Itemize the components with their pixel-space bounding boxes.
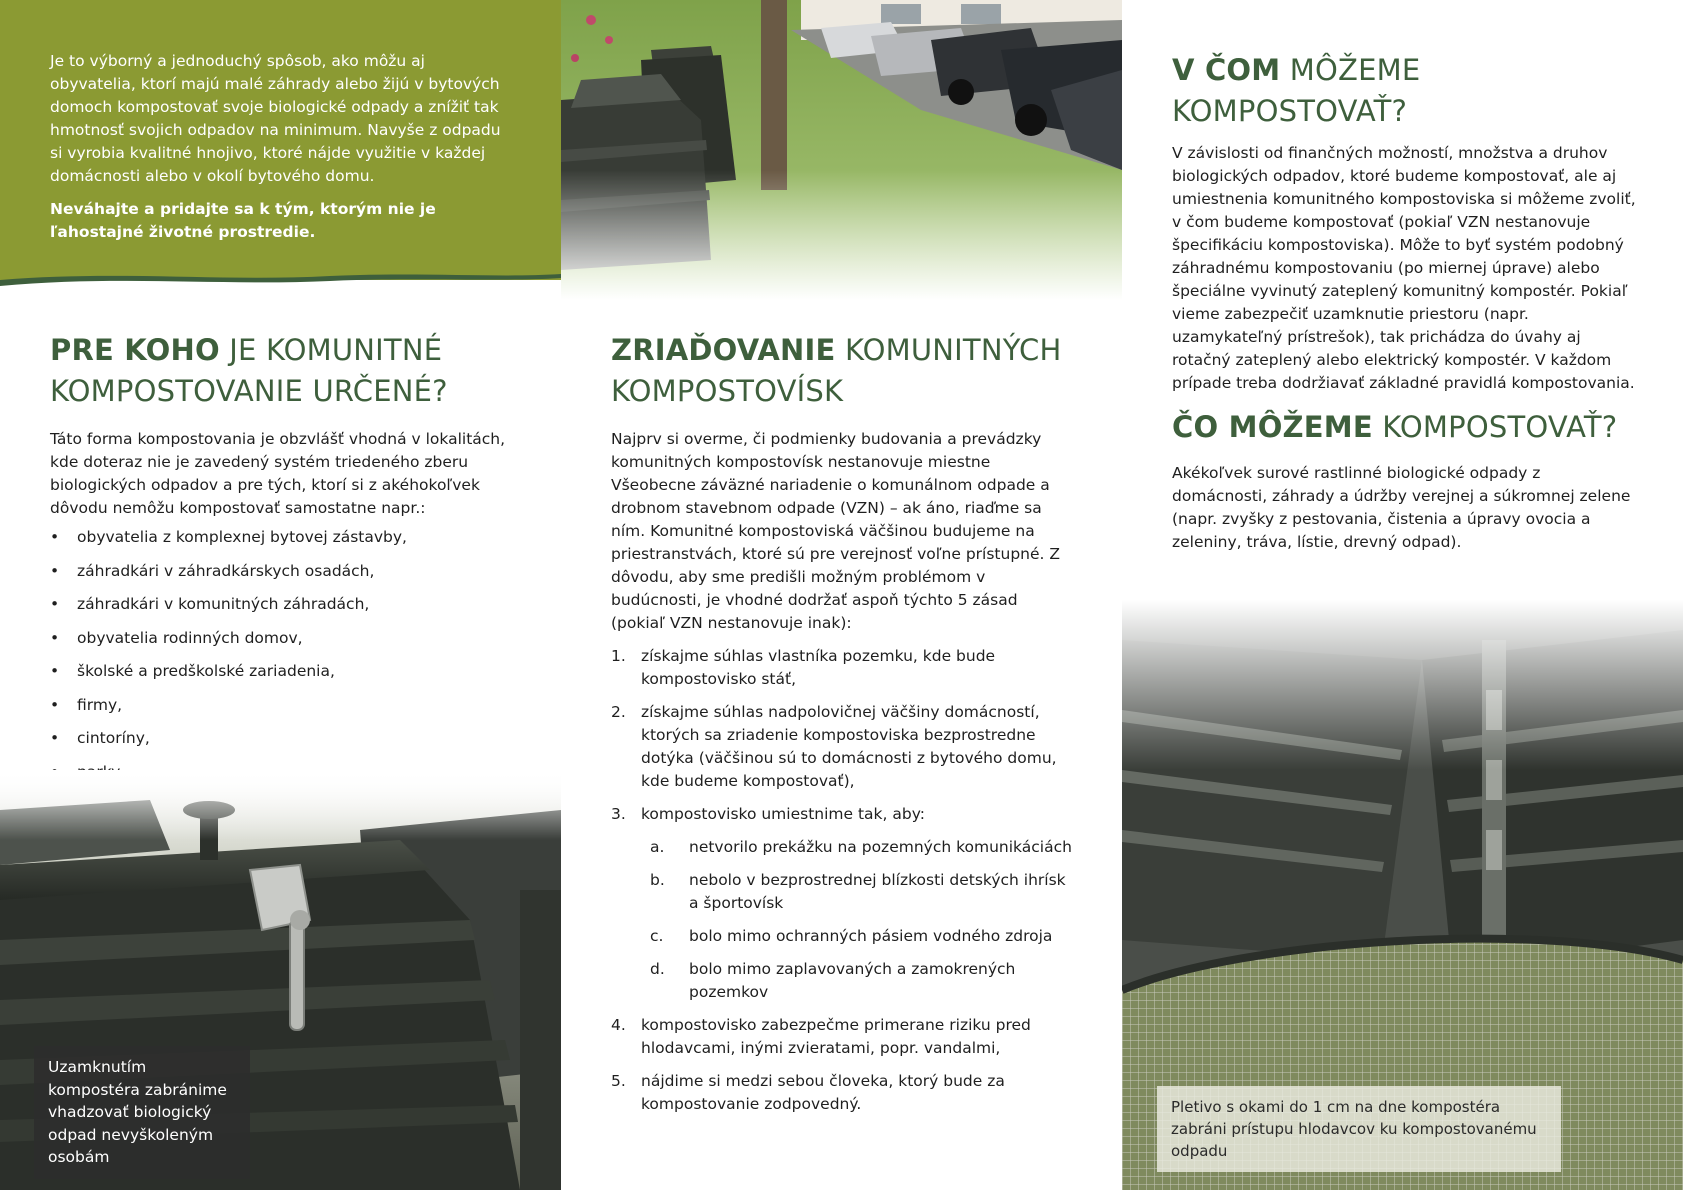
caption-lock: Uzamknutím kompostéra zabránime vhadzovať biologický odpad nevyškoleným osobám xyxy=(34,1046,250,1179)
substep-text: nebolo v bezprostrednej blízkosti detských ihrísk a športovísk xyxy=(689,871,1066,912)
setup-steps xyxy=(611,645,1076,1116)
substep-marker: b. xyxy=(650,871,665,889)
intro-paragraph: Je to výborný a jednoduchý spôsob, ako môžu aj obyvatelia, ktorí majú malé záhrady alebo žijú v bytových domoch kompostovať svoje biologické odpady a znížiť tak hmotnosť svojich odpadov na minimum. Navyše z odpadu si vyrobia kvalitné hnojivo, ktoré nájde využitie v každej domácnosti alebo v okolí bytového domu. xyxy=(50,52,501,185)
substep-marker: a. xyxy=(650,838,665,856)
step-item xyxy=(611,1014,1076,1060)
heading-bold: PRE KOHO xyxy=(50,333,220,367)
heading-rest: KOMPOSTOVAŤ? xyxy=(1372,410,1618,444)
step-marker: 4. xyxy=(611,1016,626,1034)
list-item: • záhradkári v záhradkárskych osadách, xyxy=(50,560,520,583)
section-in-what xyxy=(1172,50,1637,395)
substep-marker: c. xyxy=(650,927,664,945)
substep-item xyxy=(650,836,1076,859)
step-text: kompostovisko umiestnime tak, aby: xyxy=(641,805,925,823)
section-what-paragraph: Akékoľvek surové rastlinné biologické odpady z domácnosti, záhrady a údržby verejnej a súkromnej zelene (napr. zvyšky z pestovania, čistenia a úpravy ovocia a zeleniny, tráva, lístie, drevný odpad). xyxy=(1172,464,1631,551)
step-item xyxy=(611,803,1076,1004)
section-what-heading xyxy=(1172,407,1637,448)
list-item: • záhradkári v komunitných záhradách, xyxy=(50,593,520,616)
section-setup-paragraph: Najprv si overme, či podmienky budovania a prevádzky komunitných kompostovísk nestanovuje miestne Všeobecne záväzné nariadenie o komunálnom odpade a drobnom stavebnom odpade (VZN) – ak áno, riaďme sa ním. Komunitné kompostoviská väčšinou budujeme na priestranstvách, ktoré sú pre verejnosť voľne prístupné. Z dôvodu, aby sme predišli možným problémom v budúcnosti, je vhodné dodržať aspoň týchto 5 zásad (pokiaľ VZN nestanovuje inak): xyxy=(611,430,1061,632)
list-item: • firmy, xyxy=(50,694,520,717)
substep-item xyxy=(650,925,1076,948)
section-setup xyxy=(611,330,1076,1126)
heading-rest: KOMUNITNÝCH KOMPOSTOVÍSK xyxy=(611,333,1062,408)
substep-item xyxy=(650,958,1076,1004)
step-item xyxy=(611,1070,1076,1116)
heading-rest: MÔŽEME KOMPOSTOVAŤ? xyxy=(1172,53,1421,128)
section-in-what-heading xyxy=(1172,50,1637,132)
heading-bold: V ČOM xyxy=(1172,53,1281,87)
substep-text: bolo mimo zaplavovaných a zamokrených pozemkov xyxy=(689,960,1016,1001)
step-text: kompostovisko zabezpečme primerane riziku pred hlodavcami, inými zvieratami, popr. vandalmi, xyxy=(641,1016,1031,1057)
section-who xyxy=(50,330,520,794)
who-list xyxy=(50,526,520,784)
substep-item xyxy=(650,869,1076,915)
heading-bold: ZRIAĎOVANIE xyxy=(611,333,836,367)
caption-mesh: Pletivo s okami do 1 cm na dne kompostéra zabráni prístupu hlodavcov ku kompostovanému odpadu xyxy=(1157,1086,1561,1172)
substep-text: bolo mimo ochranných pásiem vodného zdroja xyxy=(689,927,1053,945)
step-text: nájdime si medzi sebou človeka, ktorý bude za kompostovanie zodpovedný. xyxy=(641,1072,1005,1113)
list-item: • obyvatelia rodinných domov, xyxy=(50,627,520,650)
heading-bold: ČO MÔŽEME xyxy=(1172,410,1373,444)
section-who-paragraph: Táto forma kompostovania je obzvlášť vhodná v lokalitách, kde doteraz nie je zavedený systém triedeného zberu biologických odpadov a pre tých, ktorí si z akéhokoľvek dôvodu nemôžu kompostovať samostatne napr.: xyxy=(50,430,506,517)
substep-marker: d. xyxy=(650,960,665,978)
list-item: • cintoríny, xyxy=(50,727,520,750)
heading-rest: JE KOMUNITNÉ KOMPOSTOVANIE URČENÉ? xyxy=(50,333,448,408)
section-what xyxy=(1172,407,1637,554)
section-who-heading xyxy=(50,330,520,412)
step-text: získajme súhlas vlastníka pozemku, kde bude kompostovisko stáť, xyxy=(641,647,996,688)
step-text: získajme súhlas nadpolovičnej väčšiny domácností, ktorých sa zriadenie kompostoviska bezprostredne dotýka (väčšinou sú to domácnosti z bytového domu, kde budeme kompostovať), xyxy=(641,703,1057,790)
intro-text xyxy=(50,50,512,254)
list-item: • obyvatelia z komplexnej bytovej zástavby, xyxy=(50,526,520,549)
section-setup-heading xyxy=(611,330,1076,412)
wave-divider xyxy=(0,268,561,292)
step-marker: 5. xyxy=(611,1072,626,1090)
intro-bold-paragraph: Neváhajte a pridajte sa k tým, ktorým nie je ľahostajné životné prostredie. xyxy=(50,200,436,241)
step-marker: 1. xyxy=(611,647,626,665)
community-composters-photo xyxy=(561,0,1122,300)
step-marker: 2. xyxy=(611,703,626,721)
setup-substeps xyxy=(650,836,1076,1004)
substep-text: netvorilo prekážku na pozemných komunikáciách xyxy=(689,838,1072,856)
step-item xyxy=(611,701,1076,793)
section-in-what-paragraph: V závislosti od finančných možností, množstva a druhov biologických odpadov, ktoré budeme kompostovať, ale aj umiestnenia komunitného kompostoviska si môžeme zvoliť, v čom budeme kompostovať (pokiaľ VZN nestanovuje špecifikáciu kompostoviska). Môže to byť systém podobný záhradnému kompostovaniu (po miernej úprave) alebo špeciálne vyvinutý zateplený komunitný kompostér. Pokiaľ vieme zabezpečiť uzamknutie priestoru (napr. uzamykateľný prístrešok), tak prichádza do úvahy aj rotačný zateplený alebo elektrický kompostér. V každom prípade treba dodržiavať základné pravidlá kompostovania. xyxy=(1172,144,1636,392)
list-item: • školské a predškolské zariadenia, xyxy=(50,660,520,683)
step-marker: 3. xyxy=(611,805,626,823)
step-item xyxy=(611,645,1076,691)
